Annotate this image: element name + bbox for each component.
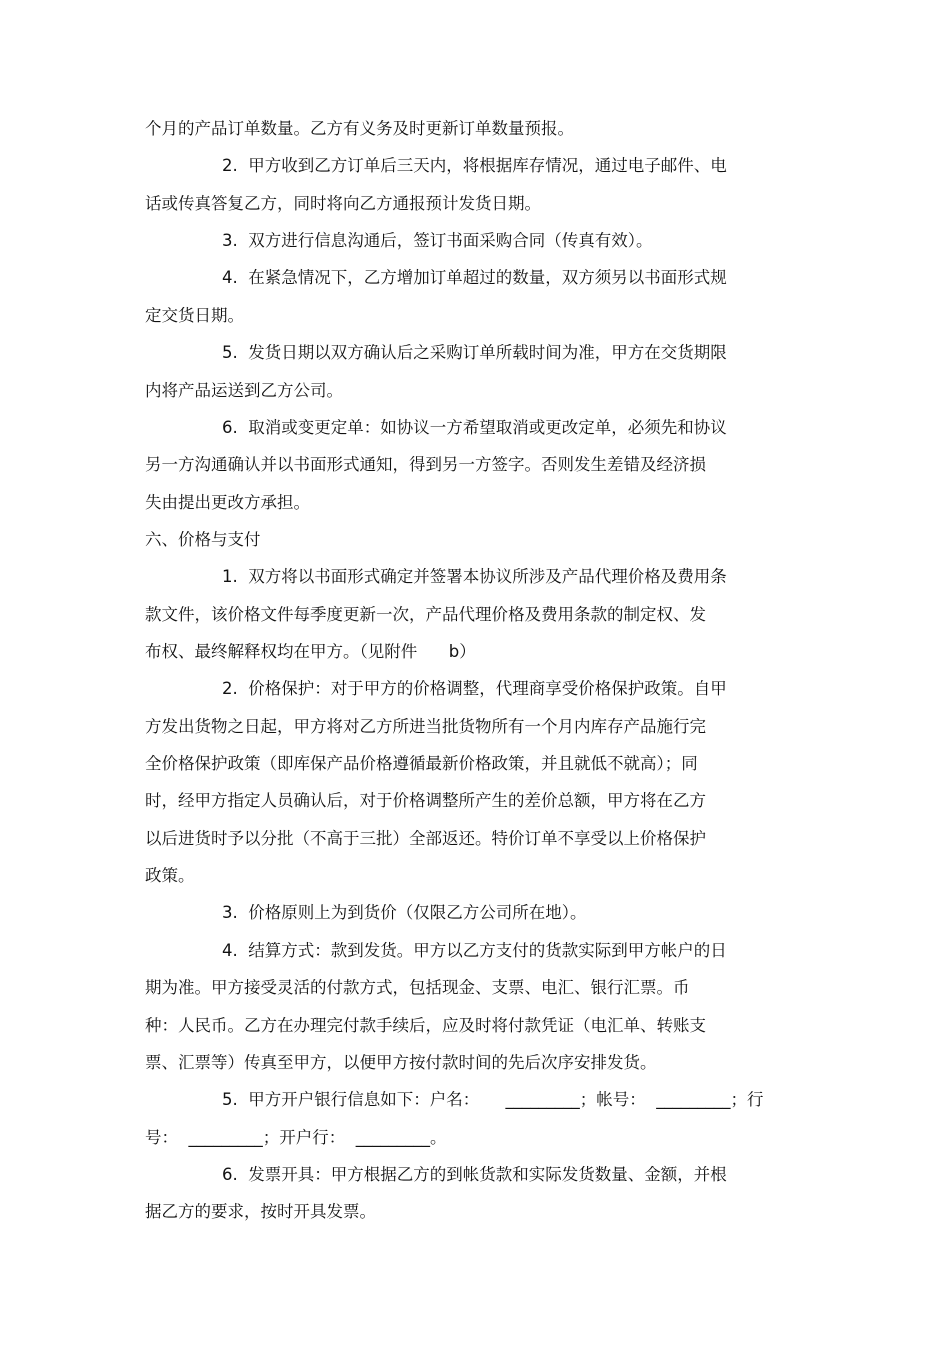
text-line: 3. 价格原则上为到货价（仅限乙方公司所在地）。 <box>222 903 587 922</box>
text-line: 时，经甲方指定人员确认后，对于价格调整所产生的差价总额，甲方将在乙方 <box>145 791 706 810</box>
text-line: 号： _________；开户行： _________。 <box>145 1128 447 1147</box>
text-line: 6. 发票开具：甲方根据乙方的到帐货款和实际发货数量、金额，并根 <box>222 1165 727 1184</box>
text-line: 3. 双方进行信息沟通后，签订书面采购合同（传真有效）。 <box>222 231 653 250</box>
text-line: 款文件，该价格文件每季度更新一次，产品代理价格及费用条款的制定权、发 <box>145 605 706 624</box>
text-line: 布权、最终解释权均在甲方。（见附件 b） <box>145 642 476 661</box>
section-heading: 六、价格与支付 <box>145 530 261 549</box>
text-line: 4. 在紧急情况下，乙方增加订单超过的数量，双方须另以书面形式规 <box>222 268 727 287</box>
text-line: 4. 结算方式：款到发货。甲方以乙方支付的货款实际到甲方帐户的日 <box>222 941 727 960</box>
text-line: 期为准。甲方接受灵活的付款方式，包括现金、支票、电汇、银行汇票。币 <box>145 978 690 997</box>
text-line: 票、汇票等）传真至甲方，以便甲方按付款时间的先后次序安排发货。 <box>145 1053 657 1072</box>
text-line: 个月的产品订单数量。乙方有义务及时更新订单数量预报。 <box>145 119 574 138</box>
text-line: 1. 双方将以书面形式确定并签署本协议所涉及产品代理价格及费用条 <box>222 567 727 586</box>
text-line: 另一方沟通确认并以书面形式通知，得到另一方签字。否则发生差错及经济损 <box>145 455 706 474</box>
text-line: 话或传真答复乙方，同时将向乙方通报预计发货日期。 <box>145 194 541 213</box>
text-line: 据乙方的要求，按时开具发票。 <box>145 1202 376 1221</box>
text-line: 2. 甲方收到乙方订单后三天内，将根据库存情况，通过电子邮件、电 <box>222 156 727 175</box>
text-line: 定交货日期。 <box>145 306 244 325</box>
text-line: 方发出货物之日起，甲方将对乙方所进当批货物所有一个月内库存产品施行完 <box>145 717 706 736</box>
text-line: 以后进货时予以分批（不高于三批）全部返还。特价订单不享受以上价格保护 <box>145 829 706 848</box>
text-line: 种：人民币。乙方在办理完付款手续后，应及时将付款凭证（电汇单、转账支 <box>145 1016 706 1035</box>
text-line: 5. 甲方开户银行信息如下：户名： _________；帐号： _________；行 <box>222 1090 764 1109</box>
text-line: 2. 价格保护：对于甲方的价格调整，代理商享受价格保护政策。自甲 <box>222 679 727 698</box>
text-line: 失由提出更改方承担。 <box>145 493 310 512</box>
text-line: 5. 发货日期以双方确认后之采购订单所载时间为准，甲方在交货期限 <box>222 343 727 362</box>
text-line: 6. 取消或变更定单：如协议一方希望取消或更改定单，必须先和协议 <box>222 418 727 437</box>
text-line: 全价格保护政策（即库保产品价格遵循最新价格政策，并且就低不就高）；同 <box>145 754 698 773</box>
text-line: 内将产品运送到乙方公司。 <box>145 381 343 400</box>
text-line: 政策。 <box>145 866 195 885</box>
